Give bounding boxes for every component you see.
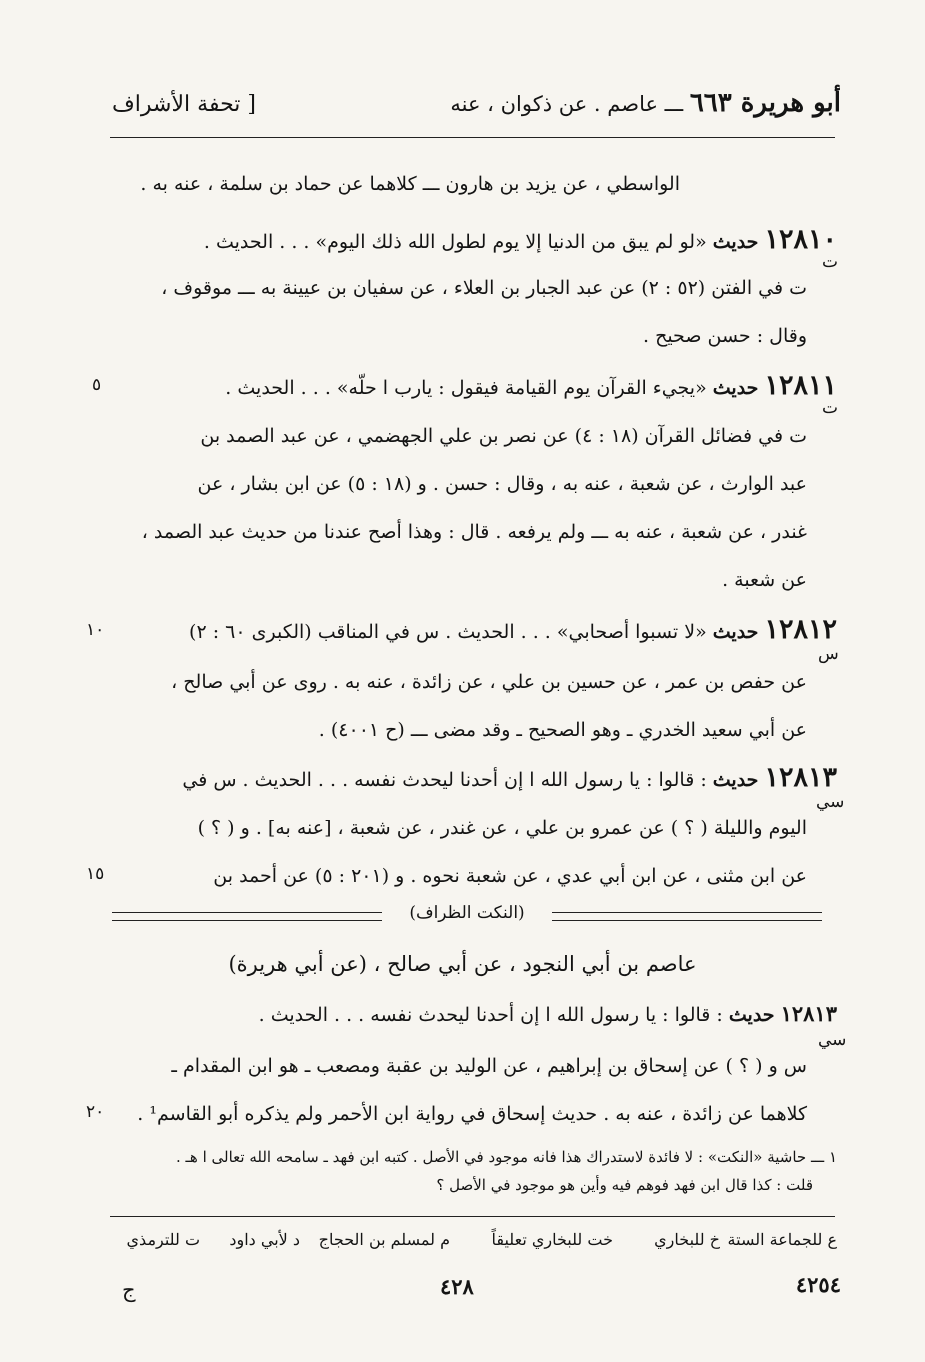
footnote: ١ ـــ حاشية «النكت» : لا فائدة لاستدراك هذا فانه موجود في الأصل . كتبه ابن فهد ـ سامحه الله تعالى ا هـ .: [175, 1148, 837, 1166]
header-title: أبو هريرة ٦٦٣: [689, 88, 841, 118]
footer-rule: [110, 1216, 835, 1217]
line-marker: ٢٠: [86, 1102, 105, 1122]
hadith-matn: : قالوا : يا رسول الله ا إن أحدنا ليحدث نفسه . . . الحديث .: [258, 1004, 723, 1026]
nukat-entry-12813: [259, 1000, 837, 1029]
text-line: عن أبي سعيد الخدري ـ وهو الصحيح ـ وقد مضى ـــ (ح ٤٠٠١) .: [318, 719, 807, 741]
hadith-keyword: حديث: [728, 1004, 775, 1026]
line-marker: ٥: [92, 375, 102, 395]
hadith-entry-12811: [225, 372, 837, 402]
divider-rule: [112, 912, 382, 921]
entry-number: ١٢٨١٢: [764, 614, 837, 645]
siglum: سي: [816, 792, 845, 812]
abbr-key: خ للبخاري: [654, 1230, 720, 1249]
line-marker: ١٠: [86, 620, 105, 640]
footnote: قلت : كذا قال ابن فهد فوهم فيه وأين هو موجود في الأصل ؟: [436, 1176, 813, 1194]
hadith-entry-12812: [189, 616, 837, 646]
siglum: ت: [822, 252, 839, 272]
text-line: س و ( ؟ ) عن إسحاق بن إبراهيم ، عن الوليد بن عقبة ومصعب ـ هو ابن المقدام ـ: [171, 1055, 807, 1077]
section-subheading: عاصم بن أبي النجود ، عن أبي صالح ، (عن أبي هريرة): [228, 952, 697, 976]
siglum: ت: [822, 398, 839, 418]
hadith-keyword: حديث: [712, 377, 759, 399]
hadith-matn: «يجيء القرآن يوم القيامة فيقول : يارب ا حلّه» . . . الحديث .: [225, 377, 707, 399]
section-divider: [112, 903, 822, 928]
text-line: عبد الوارث ، عن شعبة ، عنه به ، وقال : حسن . و (١٨ : ٥) عن ابن بشار ، عن: [197, 473, 807, 495]
header-rule: [110, 137, 835, 138]
entry-number: ١٢٨١٠: [764, 224, 837, 255]
running-header-right: [450, 88, 841, 118]
signature-mark: ج: [122, 1278, 136, 1302]
running-header-left: [ تحفة الأشراف: [112, 92, 256, 117]
text-line: اليوم والليلة ( ؟ ) عن عمرو بن علي ، عن غندر ، عن شعبة ، [عنه به] . و ( ؟ ): [197, 817, 807, 839]
abbr-key: ع للجماعة الستة: [727, 1230, 837, 1249]
entry-number: ١٢٨١٣: [764, 762, 837, 793]
text-line: عن شعبة .: [722, 569, 807, 591]
text-line: الواسطي ، عن يزيد بن هارون ـــ كلاهما عن حماد بن سلمة ، عنه به .: [140, 173, 680, 195]
abbr-key: خت للبخاري تعليقاً: [491, 1230, 613, 1249]
header-chain: ـــ عاصم . عن ذكوان ، عنه: [450, 92, 690, 116]
hadith-entry-12810: [204, 226, 837, 256]
divider-label: (النكت الظراف): [409, 903, 525, 923]
divider-rule: [552, 912, 822, 921]
siglum: سي: [818, 1030, 847, 1050]
entry-number: ١٢٨١١: [764, 370, 837, 401]
abbr-key: ت للترمذي: [126, 1230, 200, 1249]
abbr-key: د لأبي داود: [229, 1230, 300, 1249]
hadith-matn: «لا تسبوا أصحابي» . . . الحديث . س في المناقب (الكبرى ٦٠ : ٢): [189, 621, 707, 643]
text-line: ت في الفتن (٥٢ : ٢) عن عبد الجبار بن العلاء ، عن سفيان بن عيينة به ـــ موقوف ،: [161, 277, 807, 299]
hadith-matn: «لو لم يبق من الدنيا إلا يوم لطول الله ذلك اليوم» . . . الحديث .: [203, 231, 707, 253]
text-line: وقال : حسن صحيح .: [642, 325, 807, 347]
line-marker: ١٥: [86, 864, 105, 884]
hadith-keyword: حديث: [712, 231, 759, 253]
siglum: س: [818, 644, 839, 664]
hadith-keyword: حديث: [712, 621, 759, 643]
hadith-entry-12813: [182, 764, 837, 794]
entry-number: ١٢٨١٣: [780, 1001, 837, 1026]
text-line: كلاهما عن زائدة ، عنه به . حديث إسحاق في رواية ابن الأحمر ولم يذكره أبو القاسم¹ .: [137, 1103, 807, 1125]
text-line: ت في فضائل القرآن (١٨ : ٤) عن نصر بن علي الجهضمي ، عن عبد الصمد بن: [200, 425, 807, 447]
hadith-index-number: ٤٢٥٤: [795, 1272, 841, 1297]
text-line: عن حفص بن عمر ، عن حسين بن علي ، عن زائدة ، عنه به . روى عن أبي صالح ،: [171, 671, 807, 693]
page-number: ٤٢٨: [440, 1274, 474, 1299]
hadith-keyword: حديث: [712, 769, 759, 791]
hadith-matn: : قالوا : يا رسول الله ا إن أحدنا ليحدث نفسه . . . الحديث . س في: [182, 769, 707, 791]
text-line: عن ابن مثنى ، عن ابن أبي عدي ، عن شعبة نحوه . و (٢٠١ : ٥) عن أحمد بن: [213, 865, 807, 887]
abbr-key: م لمسلم بن الحجاج: [318, 1230, 450, 1249]
text-line: غندر ، عن شعبة ، عنه به ـــ ولم يرفعه . قال : وهذا أصح عندنا من حديث عبد الصمد ،: [141, 521, 807, 543]
